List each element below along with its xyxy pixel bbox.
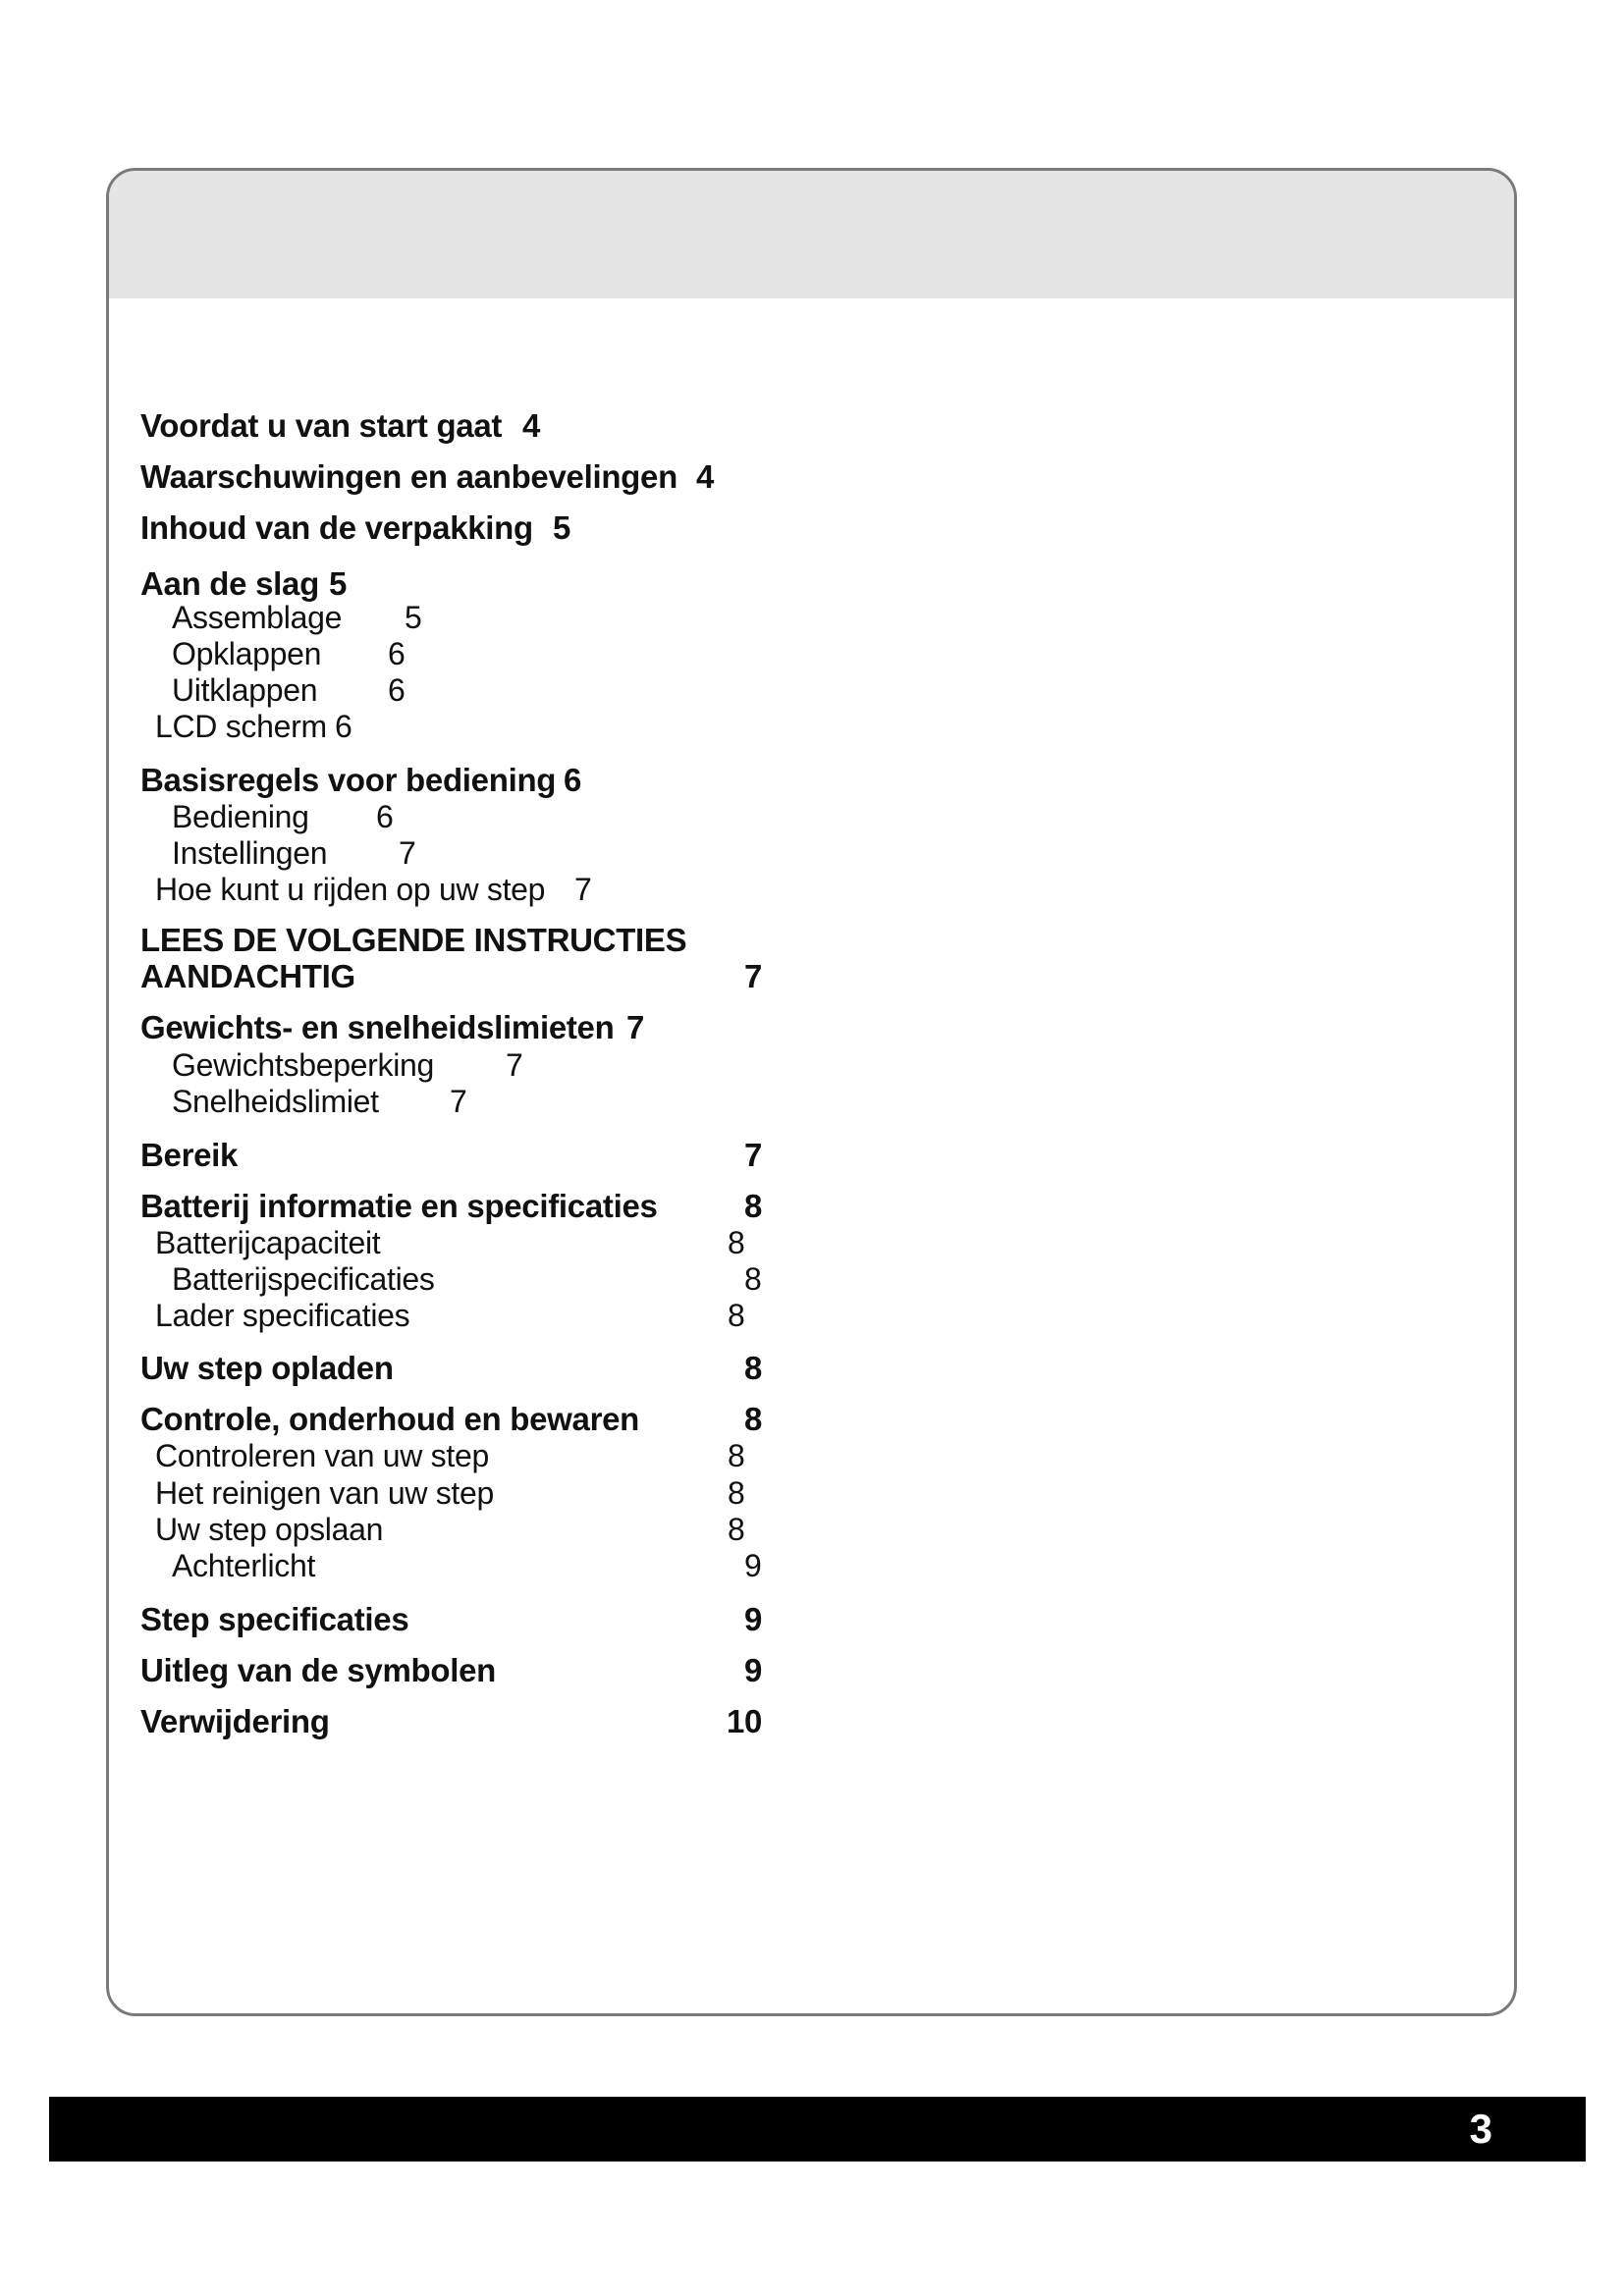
toc-entry-page: 7 xyxy=(399,835,416,871)
toc-entry-page: 6 xyxy=(335,709,352,744)
toc-entry-title: LEES DE VOLGENDE INSTRUCTIES xyxy=(140,922,687,958)
toc-entry-title: Uw step opladen xyxy=(140,1350,394,1386)
toc-entry-title: AANDACHTIG xyxy=(140,958,355,994)
toc-entry-title: Batterijcapaciteit xyxy=(155,1225,381,1260)
toc-entry-title: Batterij informatie en specificaties xyxy=(140,1188,658,1224)
toc-entry-title: Controle, onderhoud en bewaren xyxy=(140,1401,640,1437)
page-number: 3 xyxy=(1469,2106,1492,2152)
toc-entry-page: 8 xyxy=(728,1225,745,1260)
toc-entry-title: Het reinigen van uw step xyxy=(155,1475,495,1511)
toc-entry-title: Bereik xyxy=(140,1137,239,1173)
toc-entry-page: 8 xyxy=(728,1438,745,1473)
toc-entry-title: Inhoud van de verpakking xyxy=(140,509,533,546)
toc-entry-page: 4 xyxy=(696,458,715,495)
toc-entry-title: Aan de slag xyxy=(140,565,319,602)
toc-entry-title: Achterlicht xyxy=(172,1548,316,1583)
toc-entry-page: 7 xyxy=(744,1137,763,1173)
toc-entry-title: Uitleg van de symbolen xyxy=(140,1652,496,1688)
toc-entry-page: 9 xyxy=(744,1652,763,1688)
toc-entry-title: Voordat u van start gaat xyxy=(140,407,503,444)
toc-entry-title: Instellingen xyxy=(172,835,328,871)
toc-entry-title: Gewichts- en snelheidslimieten xyxy=(140,1009,615,1045)
toc-entry-page: 7 xyxy=(574,872,592,907)
toc-entry-page: 4 xyxy=(522,407,541,444)
footer-bar xyxy=(49,2097,1586,2162)
toc-entry-page: 8 xyxy=(744,1401,763,1437)
toc-entry-title: Controleren van uw step xyxy=(155,1438,489,1473)
toc-entry-page: 8 xyxy=(744,1261,762,1297)
toc-entry-page: 6 xyxy=(388,636,406,671)
toc-entry-title: Uitklappen xyxy=(172,672,318,708)
toc-entry-page: 5 xyxy=(405,600,422,635)
toc-entry-page: 8 xyxy=(744,1350,763,1386)
toc-entry-title: Bediening xyxy=(172,799,309,834)
toc-entry-title: Batterijspecificaties xyxy=(172,1261,435,1297)
toc-entry-page: 6 xyxy=(388,672,406,708)
toc-entry-title: Waarschuwingen en aanbevelingen xyxy=(140,458,677,495)
toc-entry-page: 8 xyxy=(744,1188,763,1224)
toc-entry-title: LCD scherm xyxy=(155,709,327,744)
toc-entry-page: 9 xyxy=(744,1601,763,1637)
toc-entry-page: 7 xyxy=(744,958,763,994)
frame-header-band xyxy=(109,171,1514,298)
toc-entry-title: Step specificaties xyxy=(140,1601,409,1637)
toc-entry-title: Uw step opslaan xyxy=(155,1512,384,1547)
toc-entry-page: 8 xyxy=(728,1475,745,1511)
toc-entry-page: 10 xyxy=(727,1703,763,1739)
toc-entry-page: 9 xyxy=(744,1548,762,1583)
toc-entry-page: 6 xyxy=(564,762,582,798)
toc-entry-page: 8 xyxy=(728,1512,745,1547)
toc-entry-title: Verwijdering xyxy=(140,1703,330,1739)
toc-entry-title: Lader specificaties xyxy=(155,1298,410,1333)
toc-entry-page: 5 xyxy=(329,565,348,602)
toc-entry-title: Gewichtsbeperking xyxy=(172,1047,435,1083)
toc-entry-page: 7 xyxy=(626,1009,645,1045)
toc-entry-page: 5 xyxy=(553,509,571,546)
toc-entry-title: Basisregels voor bediening xyxy=(140,762,557,798)
toc-entry-page: 8 xyxy=(728,1298,745,1333)
toc-entry-title: Opklappen xyxy=(172,636,322,671)
toc-entry-page: 7 xyxy=(450,1084,467,1119)
toc-entry-title: Hoe kunt u rijden op uw step xyxy=(155,872,546,907)
toc-entry-page: 7 xyxy=(506,1047,523,1083)
toc-entry-page: 6 xyxy=(376,799,394,834)
toc-entry-title: Snelheidslimiet xyxy=(172,1084,379,1119)
toc-entry-title: Assemblage xyxy=(172,600,343,635)
